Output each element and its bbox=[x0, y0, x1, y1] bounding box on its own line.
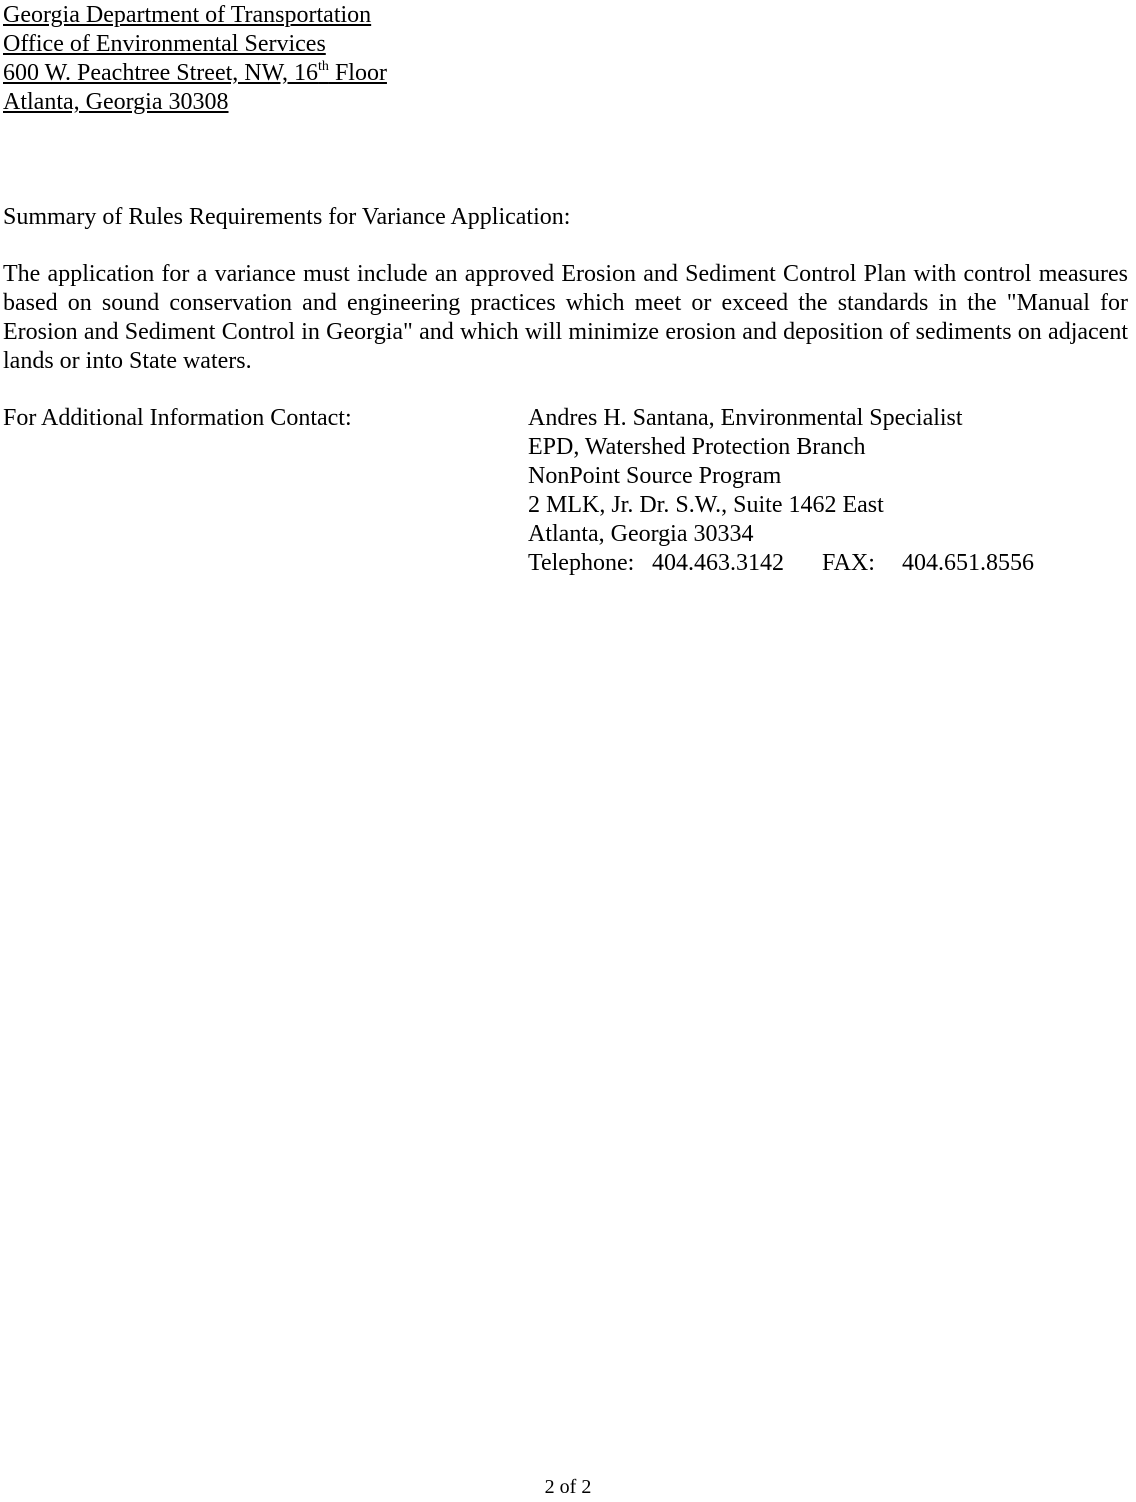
sender-street-floor: Floor bbox=[328, 60, 387, 86]
contact-program: NonPoint Source Program bbox=[528, 463, 782, 489]
contact-branch: EPD, Watershed Protection Branch bbox=[528, 434, 866, 460]
contact-city: Atlanta, Georgia 30334 bbox=[528, 521, 754, 547]
fax-label: FAX: bbox=[822, 550, 875, 576]
sender-street-text: 600 W. Peachtree Street, NW, 16 bbox=[3, 60, 319, 86]
fax-number: 404.651.8556 bbox=[902, 550, 1034, 576]
sender-street-superscript: th bbox=[318, 59, 329, 74]
telephone-label: Telephone: bbox=[528, 550, 635, 576]
telephone-number: 404.463.3142 bbox=[652, 550, 784, 576]
sender-office: Office of Environmental Services bbox=[3, 31, 326, 57]
contact-label: For Additional Information Contact: bbox=[3, 405, 352, 431]
sender-city: Atlanta, Georgia 30308 bbox=[3, 89, 229, 115]
page-number: 2 of 2 bbox=[544, 1476, 592, 1498]
sender-address bbox=[3, 1, 387, 117]
sender-org: Georgia Department of Transportation bbox=[3, 2, 372, 28]
summary-paragraph: The application for a variance must include an approved Erosion and Sediment Control Plan with control measures based on sound conservation and engineering practices which meet or exceed the standards in the "Manual for Erosion and Sediment Control in Georgia" and which will minimize erosion and deposition of sediments on adjacent lands or into State waters. bbox=[3, 261, 1128, 374]
sender-street bbox=[3, 59, 387, 88]
contact-phone-row bbox=[528, 549, 1034, 578]
contact-street: 2 MLK, Jr. Dr. S.W., Suite 1462 East bbox=[528, 492, 884, 518]
contact-block bbox=[528, 404, 1034, 578]
summary-heading: Summary of Rules Requirements for Variance Application: bbox=[3, 204, 571, 230]
contact-name: Andres H. Santana, Environmental Specialist bbox=[528, 405, 963, 431]
